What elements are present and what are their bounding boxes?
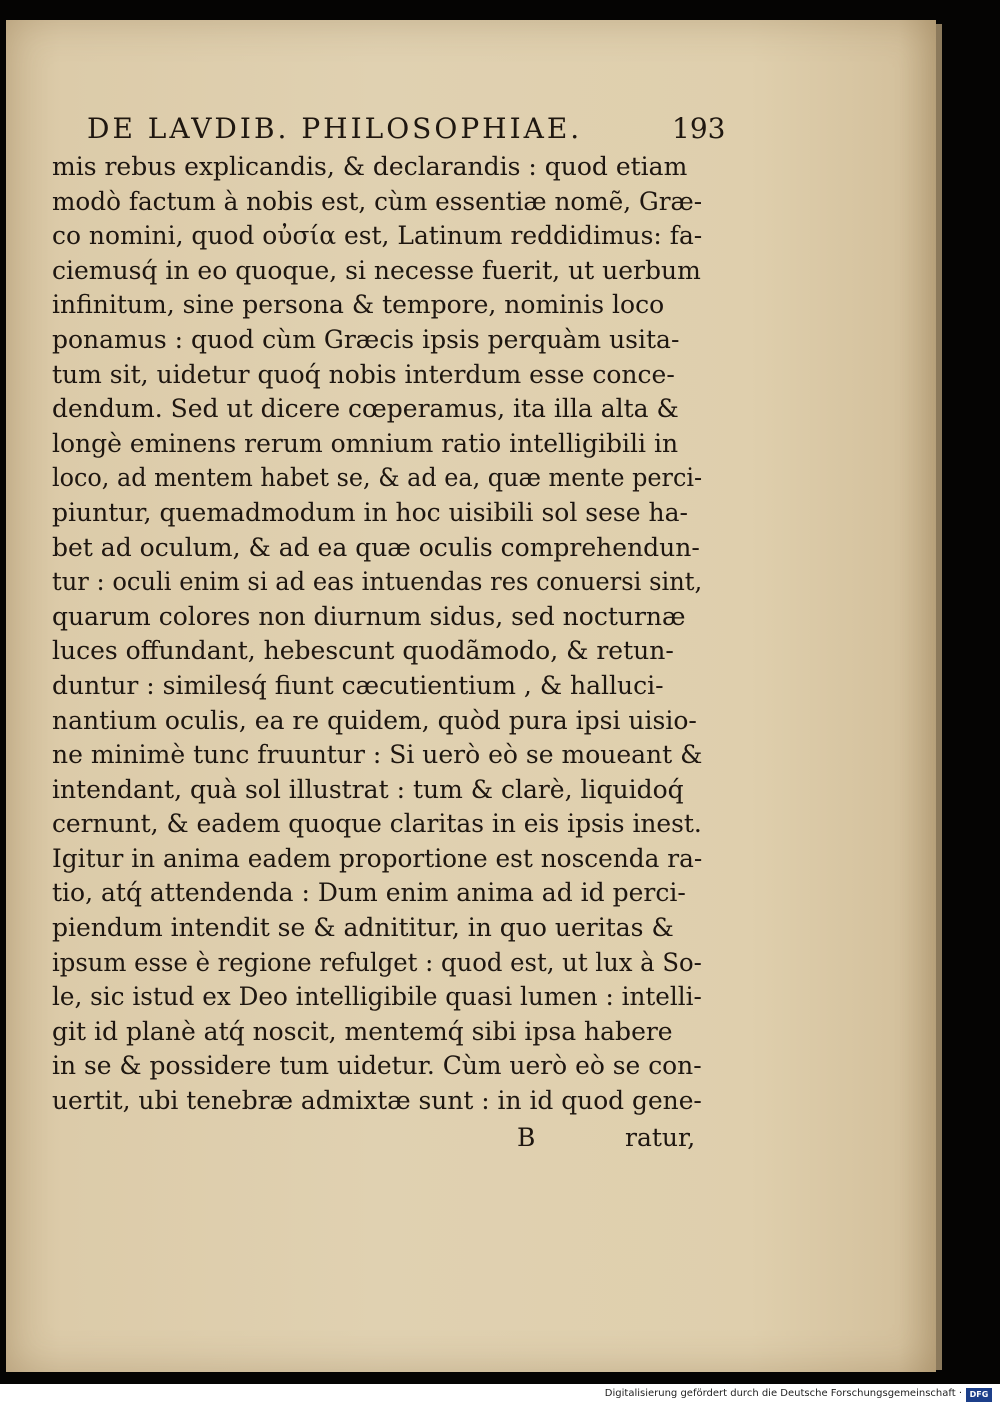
page-header bbox=[87, 112, 727, 152]
text-line: Igitur in anima eadem proportione est noscenda ra- bbox=[52, 843, 703, 873]
text-line: ciemusq́ in eo quoque, si necesse fuerit, ut uerbum bbox=[52, 255, 701, 285]
catchword: ratur, bbox=[625, 1123, 696, 1152]
dfg-logo: DFG bbox=[966, 1388, 992, 1402]
text-line: piendum intendit se & adnititur, in quo ueritas & bbox=[52, 913, 674, 943]
page-number: 193 bbox=[672, 112, 726, 145]
text-line: in se & possidere tum uidetur. Cùm uerò eò se con- bbox=[52, 1051, 702, 1081]
running-head: DE LAVDIB. PHILOSOPHIAE. bbox=[87, 112, 583, 145]
text-line: le, sic istud ex Deo intelligibile quasi lumen : intelli- bbox=[52, 982, 702, 1012]
text-line: intendant, quà sol illustrat : tum & clarè, liquidoq́ bbox=[52, 774, 684, 804]
text-line: tum sit, uidetur quoq́ nobis interdum esse conce- bbox=[52, 359, 675, 389]
text-line: loco, ad mentem habet se, & ad ea, quæ mente perci- bbox=[52, 463, 703, 493]
page-edge bbox=[936, 24, 942, 1370]
text-line: cernunt, & eadem quoque claritas in eis ipsis inest. bbox=[52, 809, 702, 839]
text-line: uertit, ubi tenebræ admixtæ sunt : in id quod gene- bbox=[52, 1086, 702, 1116]
text-line: co nomini, quod οὐσία est, Latinum reddidimus: fa- bbox=[52, 221, 703, 251]
catchline bbox=[52, 1123, 702, 1159]
text-line: dendum. Sed ut dicere cœperamus, ita illa alta & bbox=[52, 394, 679, 424]
text-line: luces offundant, hebescunt quodãmodo, & retun- bbox=[52, 636, 674, 666]
text-line: git id planè atq́ noscit, mentemq́ sibi ipsa habere bbox=[52, 1016, 673, 1046]
text-line: nantium oculis, ea re quidem, quòd pura ipsi uisio- bbox=[52, 705, 697, 735]
text-line: modò factum à nobis est, cùm essentiæ nomẽ, Græ- bbox=[52, 186, 703, 216]
text-line: tur : oculi enim si ad eas intuendas res conuersi sint, bbox=[52, 567, 703, 597]
text-line: ne minimè tunc fruuntur : Si uerò eò se moueant & bbox=[52, 740, 703, 770]
text-line: piuntur, quemadmodum in hoc uisibili sol sese ha- bbox=[52, 497, 688, 527]
text-line: quarum colores non diurnum sidus, sed nocturnæ bbox=[52, 601, 686, 631]
text-line: infinitum, sine persona & tempore, nominis loco bbox=[52, 290, 665, 320]
text-line: bet ad oculum, & ad ea quæ oculis comprehendun- bbox=[52, 532, 700, 562]
text-line: longè eminens rerum omnium ratio intelligibili in bbox=[52, 428, 679, 458]
text-line: mis rebus explicandis, & declarandis : quod etiam bbox=[52, 152, 688, 181]
footer-bar bbox=[0, 1384, 1000, 1406]
text-line: ipsum esse è regione refulget : quod est, ut lux à So- bbox=[52, 947, 702, 977]
signature-mark: B bbox=[517, 1123, 536, 1152]
text-line: tio, atq́ attendenda : Dum enim anima ad id perci- bbox=[52, 878, 686, 908]
body-text bbox=[52, 150, 702, 1119]
text-line: duntur : similesq́ fiunt cæcutientium , & halluci- bbox=[52, 670, 664, 700]
funding-credit: Digitalisierung gefördert durch die Deutsche Forschungsgemeinschaft · bbox=[604, 1388, 962, 1399]
text-line: ponamus : quod cùm Græcis ipsis perquàm usita- bbox=[52, 324, 680, 354]
